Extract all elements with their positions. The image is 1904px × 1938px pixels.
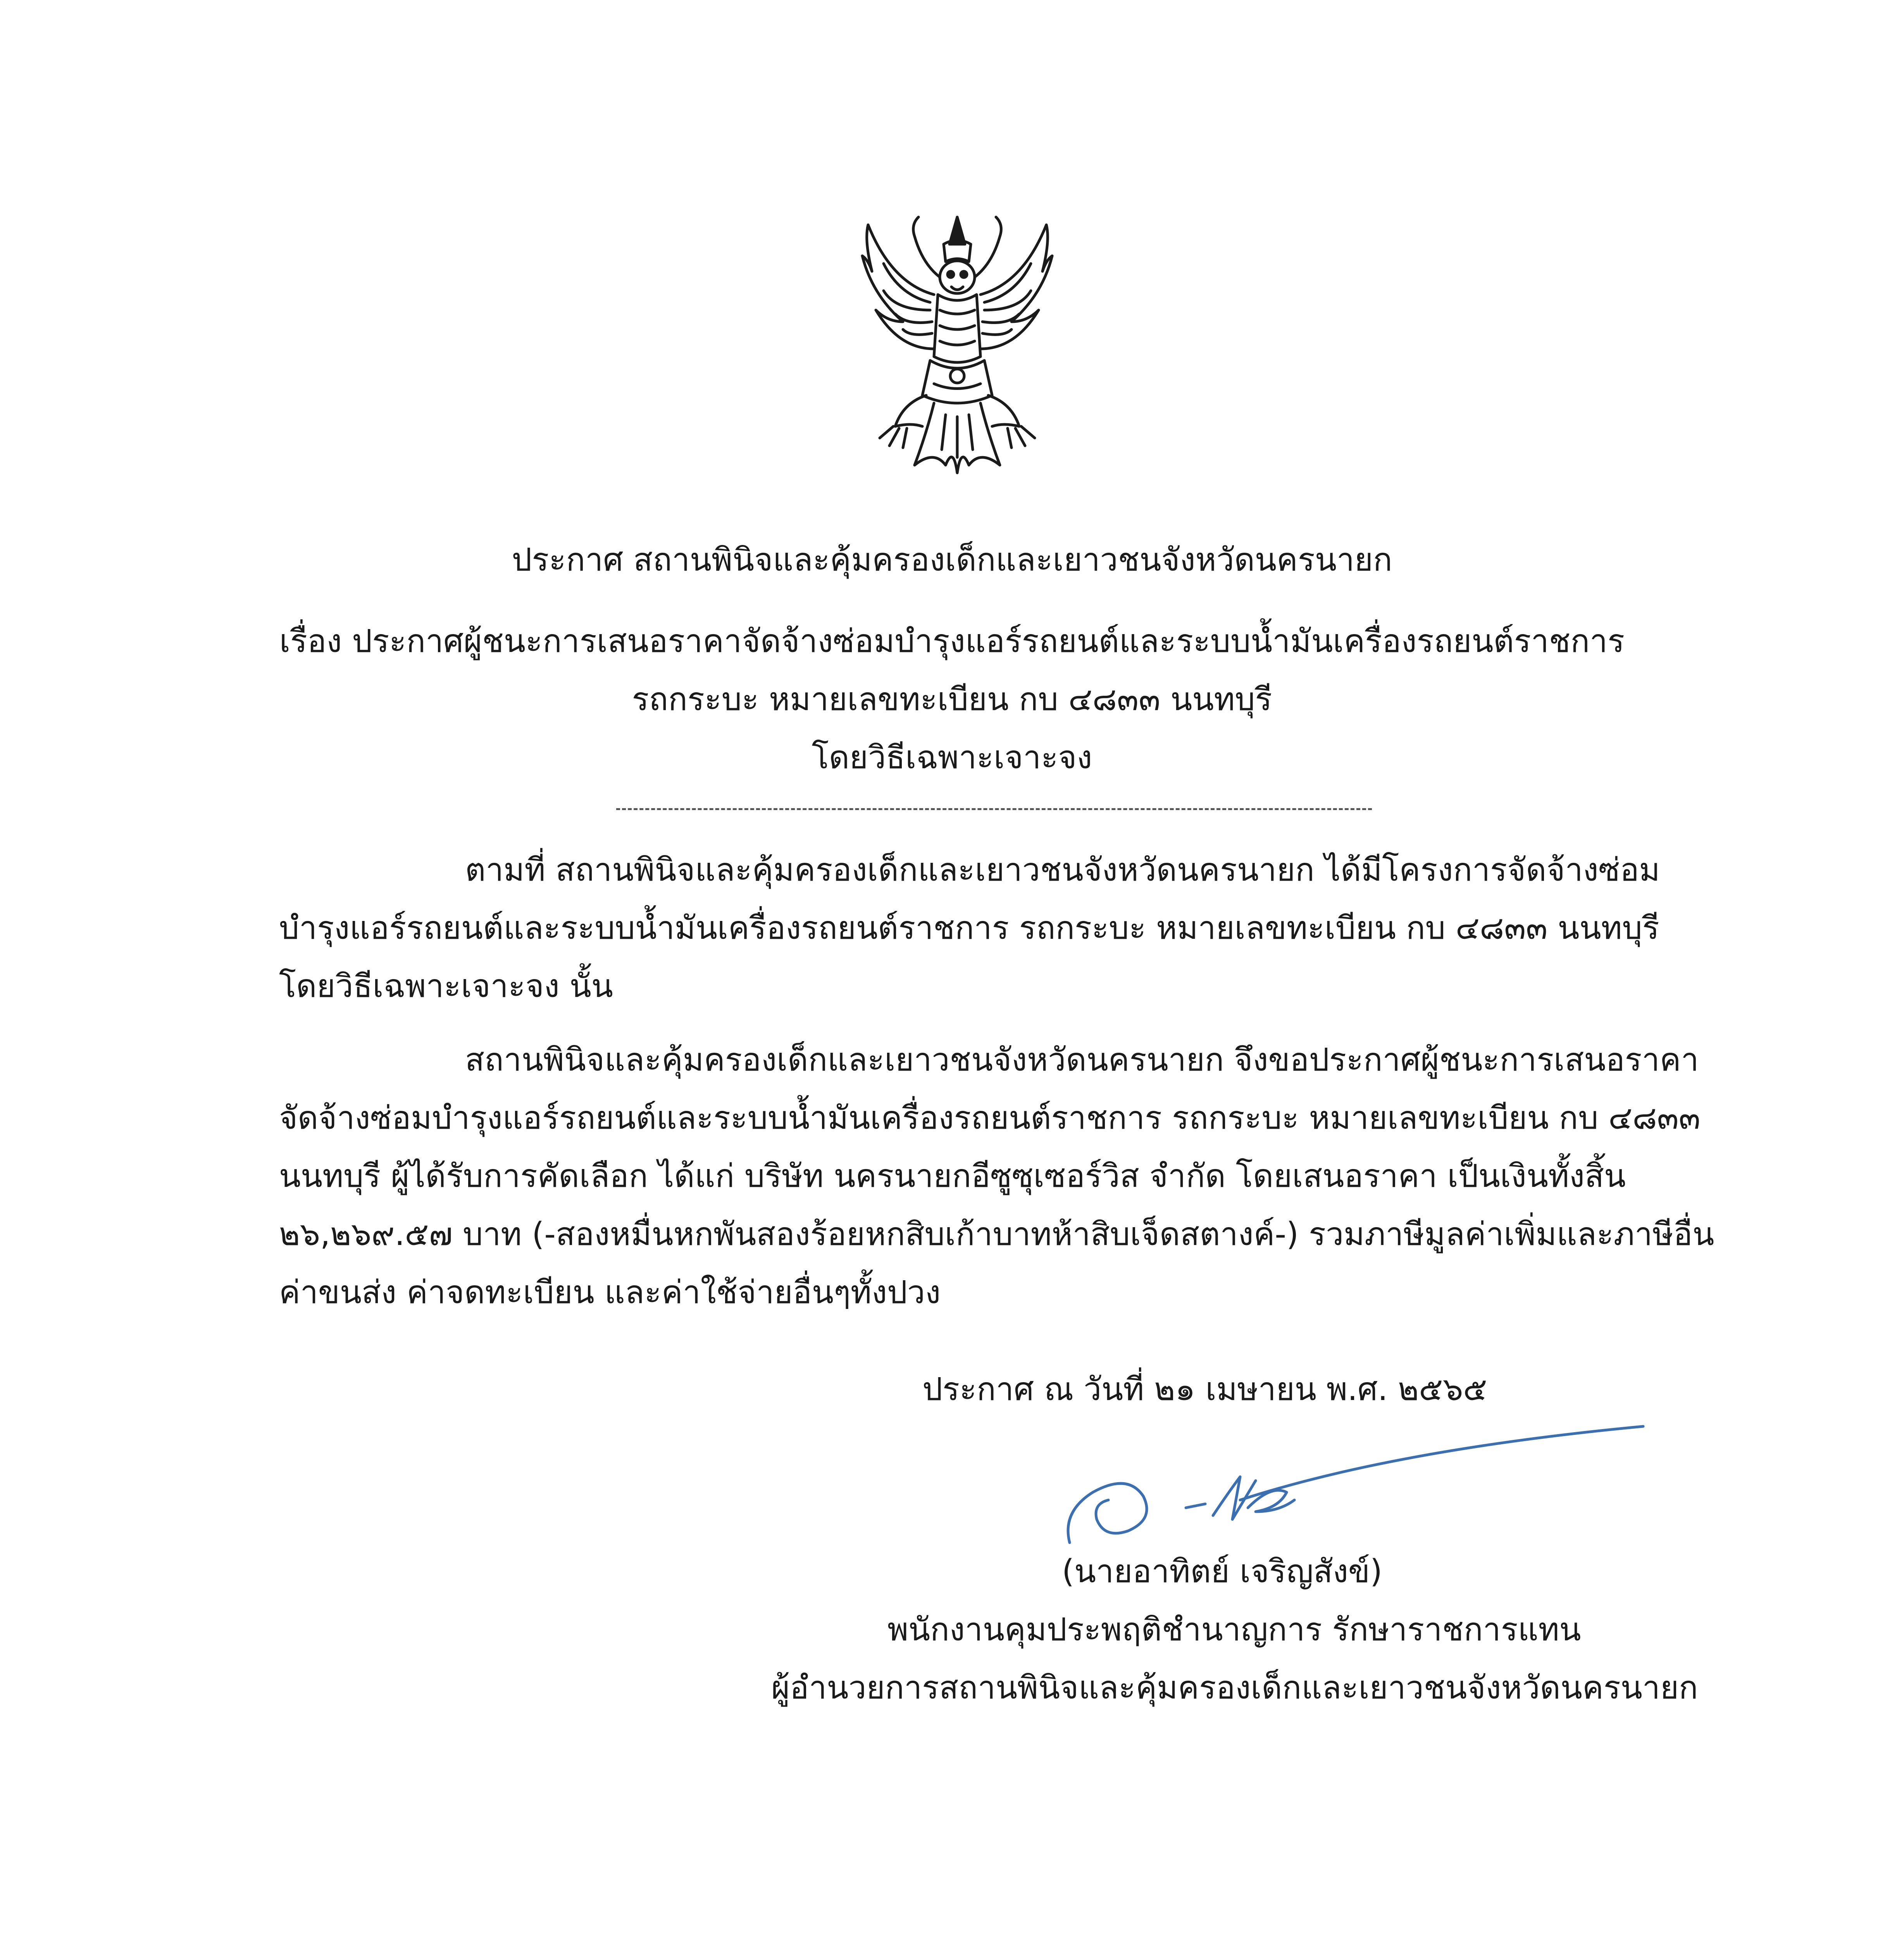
announcement-title: ประกาศ สถานพินิจและคุ้มครองเด็กและเยาวชนจังหวัดนครนายก bbox=[512, 541, 1392, 578]
para2-line-5: ค่าขนส่ง ค่าจดทะเบียน และค่าใช้จ่ายอื่นๆทั้งปวง bbox=[279, 1274, 941, 1311]
para1-line-1: ตามที่ สถานพินิจและคุ้มครองเด็กและเยาวชนจังหวัดนครนายก ได้มีโครงการจัดจ้างซ่อม bbox=[465, 852, 1660, 888]
para1-line-2: บำรุงแอร์รถยนต์และระบบน้ำมันเครื่องรถยนต์ราชการ รถกระบะ หมายเลขทะเบียน กบ ๔๘๓๓ นนทบุรี bbox=[279, 910, 1659, 947]
signatory-position-1: พนักงานคุมประพฤติชำนาญการ รักษาราชการแทน bbox=[887, 1611, 1581, 1648]
header-divider bbox=[616, 808, 1372, 810]
handwritten-signature bbox=[1046, 1415, 1666, 1562]
signatory-position-2: ผู้อำนวยการสถานพินิจและคุ้มครองเด็กและเยาวชนจังหวัดนครนายก bbox=[771, 1669, 1698, 1706]
announcement-date: ประกาศ ณ วันที่ ๒๑ เมษายน พ.ศ. ๒๕๖๕ bbox=[922, 1371, 1487, 1408]
signatory-name: (นายอาทิตย์ เจริญสังข์) bbox=[1062, 1553, 1382, 1590]
subject-line-3: โดยวิธีเฉพาะเจาะจง bbox=[812, 739, 1092, 776]
para2-line-3: นนทบุรี ผู้ได้รับการคัดเลือก ได้แก่ บริษัท นครนายกอีซูซุเซอร์วิส จำกัด โดยเสนอราคา เป็นเงินทั้งสิ้น bbox=[279, 1158, 1626, 1195]
garuda-emblem-icon bbox=[856, 194, 1058, 488]
subject-line-1: เรื่อง ประกาศผู้ชนะการเสนอราคาจัดจ้างซ่อมบำรุงแอร์รถยนต์และระบบน้ำมันเครื่องรถยนต์ราชการ bbox=[279, 623, 1625, 660]
para2-line-2: จัดจ้างซ่อมบำรุงแอร์รถยนต์และระบบน้ำมันเครื่องรถยนต์ราชการ รถกระบะ หมายเลขทะเบียน กบ ๔๘๓๓ bbox=[279, 1100, 1701, 1136]
para2-line-4: ๒๖,๒๖๙.๕๗ บาท (-สองหมื่นหกพันสองร้อยหกสิบเก้าบาทห้าสิบเจ็ดสตางค์-) รวมภาษีมูลค่าเพิ่มและภาษีอื่น bbox=[279, 1216, 1714, 1253]
para2-line-1: สถานพินิจและคุ้มครองเด็กและเยาวชนจังหวัดนครนายก จึงขอประกาศผู้ชนะการเสนอราคา bbox=[465, 1041, 1699, 1078]
subject-line-2: รถกระบะ หมายเลขทะเบียน กบ ๔๘๓๓ นนทบุรี bbox=[632, 681, 1272, 718]
para1-line-3: โดยวิธีเฉพาะเจาะจง นั้น bbox=[279, 968, 613, 1005]
